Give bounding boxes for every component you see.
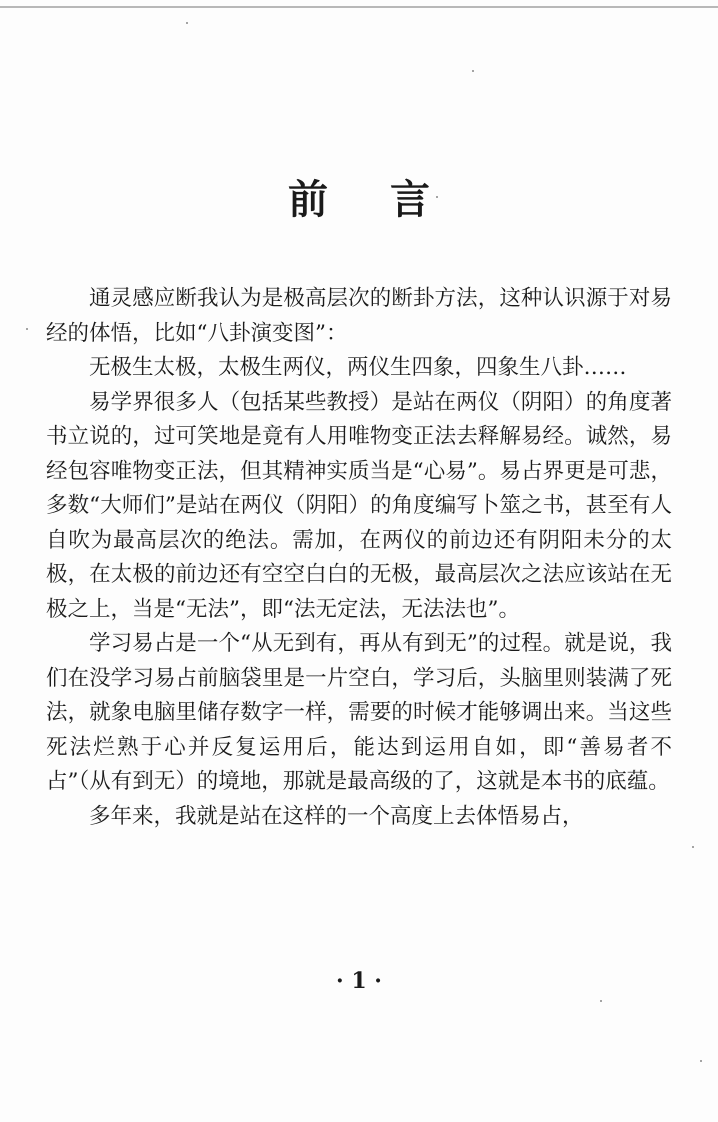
scan-speck (472, 70, 474, 72)
paragraph: 易学界很多人（包括某些教授）是站在两仪（阴阳）的角度著书立说的，过可笑地是竟有人用唯物变正法去释解易经。诚然，易经包容唯物变正法，但其精神实质当是“心易”。易占界更是可悲，多数“大师们”是站在两仪（阴阳）的角度编写卜筮之书，甚至有人自吹为最高层次的绝法。需加，在两仪的前边还有阴阳未分的太极，在太极的前边还有空空白白的无极，最高层次之法应该站在无极之上，当是“无法”，即“法无定法，无法法也”。 (46, 389, 672, 622)
paragraph: 无极生太极，太极生两仪，两仪生四象，四象生八卦…… (89, 355, 627, 380)
scan-speck (186, 22, 188, 24)
title-char-1: 前 (288, 176, 328, 223)
body-text (46, 282, 672, 834)
scan-speck (692, 846, 694, 848)
paragraph: 学习易占是一个“从无到有，再从有到无”的过程。就是说，我们在没学习易占前脑袋里是一片空白，学习后，头脑里则装满了死法，就象电脑里储存数字一样，需要的时候才能够调出来。当这些死法烂熟于心并反复运用后，能达到运用自如，即“善易者不占”（从有到无）的境地，那就是最高级的了，这就是本书的底蕴。 (46, 631, 672, 794)
scan-speck (700, 1060, 702, 1062)
paragraph: 通灵感应断我认为是极高层次的断卦方法，这种认识源于对易经的体悟，比如“八卦演变图”： (46, 286, 672, 346)
top-rule (0, 6, 718, 8)
scan-speck (26, 328, 28, 330)
page-title (0, 168, 718, 225)
paragraph: 多年来，我就是站在这样的一个高度上去体悟易占， (89, 803, 584, 829)
page-number: · 1 · (336, 968, 382, 994)
title-char-2: 言 (390, 176, 430, 223)
scan-speck (600, 1000, 602, 1002)
